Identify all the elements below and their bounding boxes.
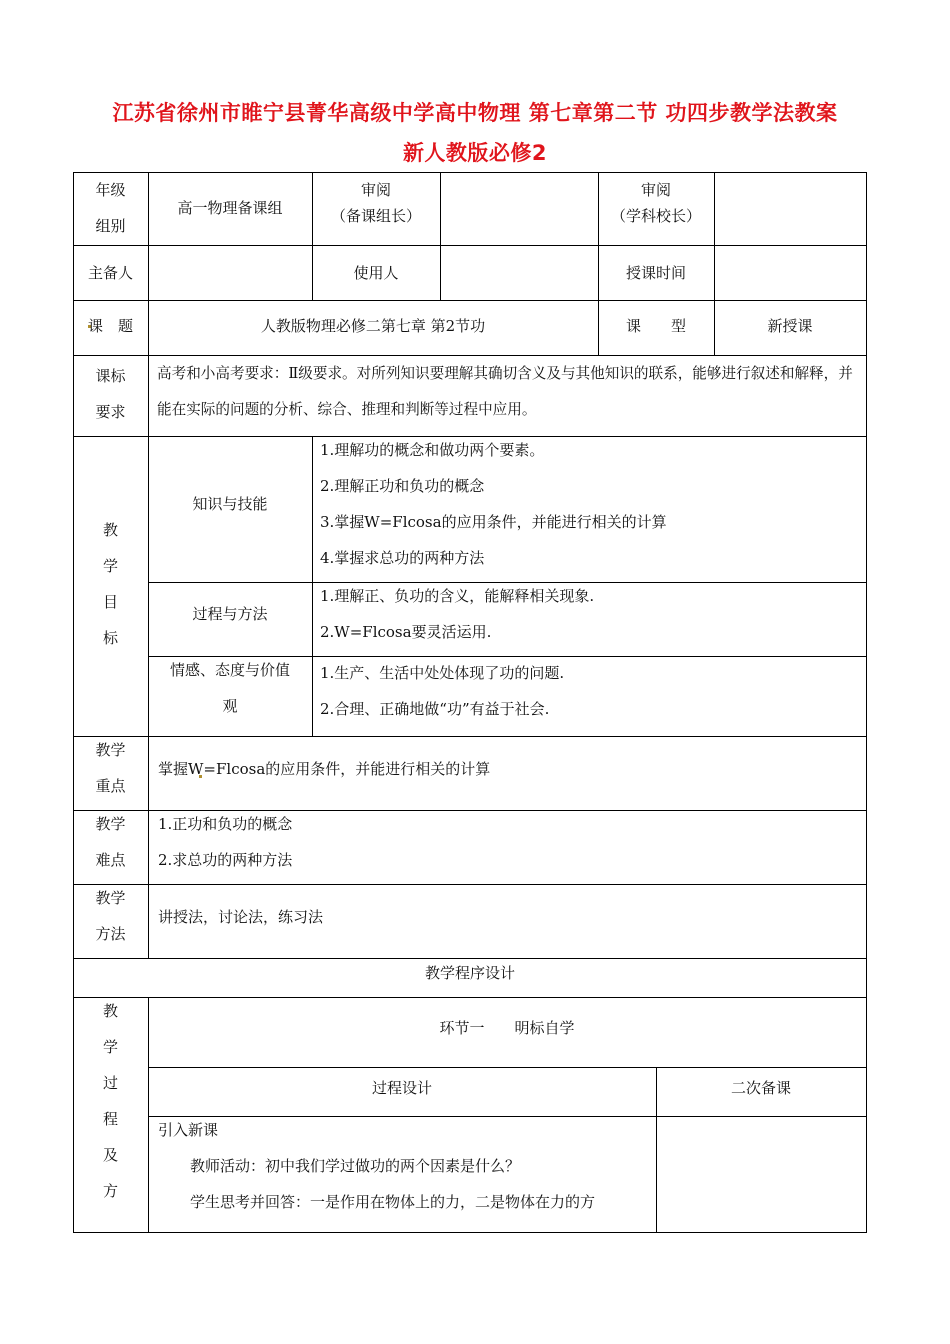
process-side-label-5: 及	[102, 1146, 118, 1164]
document-title-line-1: 江苏省徐州市睢宁县菁华高级中学高中物理 第七章第二节 功四步教学法教案	[112, 101, 838, 125]
stage-title: 环节一 明标自学	[439, 1019, 575, 1037]
difficulty-item: 2.求总功的两种方法	[158, 851, 293, 869]
process-design-header: 过程设计	[371, 1079, 432, 1097]
emotion-item: 1.生产、生活中处处体现了功的问题.	[320, 664, 565, 682]
method-label: 教学	[95, 889, 126, 907]
knowledge-item: 3.掌握W=Flcosa的应用条件，并能进行相关的计算	[320, 513, 667, 531]
process-item: 2.W=Flcosa要灵活运用.	[320, 623, 492, 641]
method-text: 讲授法，讨论法，练习法	[158, 908, 324, 926]
key-point-label-2: 重点	[95, 777, 126, 795]
teacher-activity: 教师活动：初中我们学过做功的两个因素是什么？	[190, 1157, 521, 1175]
program-design-title: 教学程序设计	[424, 964, 515, 982]
user-label: 使用人	[353, 264, 399, 282]
standard-label: 课标	[95, 367, 126, 385]
standard-label-2: 要求	[95, 403, 126, 421]
objective-label-2: 学	[102, 557, 118, 575]
grade-label: 年级	[95, 181, 126, 199]
difficulty-label-2: 难点	[95, 851, 126, 869]
knowledge-item: 1.理解功的概念和做功两个要素。	[320, 441, 545, 459]
emotion-item: 2.合理、正确地做“功”有益于社会.	[320, 700, 550, 718]
difficulty-label: 教学	[95, 815, 126, 833]
principal-label: （学科校长）	[610, 207, 701, 225]
key-point-label: 教学	[95, 741, 126, 759]
lesson-type-label: 课 型	[625, 317, 686, 335]
key-point-text: 掌握W=Flcosa的应用条件，并能进行相关的计算	[158, 760, 491, 778]
second-prep-header: 二次备课	[730, 1079, 791, 1097]
knowledge-skills-label: 知识与技能	[192, 495, 268, 513]
process-side-label-2: 学	[102, 1038, 118, 1056]
emotion-label: 情感、态度与价值	[169, 661, 290, 679]
review-label-2: 审阅	[640, 181, 671, 199]
topic-value: 人教版物理必修二第七章 第2节功	[260, 317, 486, 335]
document-title-line-2: 新人教版必修2	[402, 141, 548, 165]
group-label: 组别	[95, 217, 126, 235]
topic-label: 课 题	[87, 317, 133, 335]
student-response: 学生思考并回答：一是作用在物体上的力，二是物体在力的方	[190, 1193, 596, 1211]
review-label: 审阅	[360, 181, 391, 199]
emotion-label-2: 观	[222, 697, 238, 715]
process-item: 1.理解正、负功的含义，能解释相关现象.	[320, 587, 595, 605]
standard-text: 高考和小高考要求：Ⅱ级要求。对所列知识要理解其确切含义及与其他知识的联系，能够进行叙述和解释，并能在实际的问题的分析、综合、推理和判断等过程中应用。	[157, 365, 853, 418]
main-preparer-label: 主备人	[87, 264, 133, 282]
process-method-label: 过程与方法	[192, 605, 268, 623]
intro-heading: 引入新课	[158, 1121, 219, 1139]
objective-label-1: 教	[102, 521, 118, 539]
difficulty-item: 1.正功和负功的概念	[158, 815, 293, 833]
process-side-label-6: 方	[102, 1182, 118, 1200]
objective-label-3: 目	[102, 593, 118, 611]
method-label-2: 方法	[95, 925, 126, 943]
lesson-type-value: 新授课	[767, 317, 813, 335]
lesson-time-label: 授课时间	[625, 264, 686, 282]
process-side-label-4: 程	[102, 1110, 118, 1128]
process-side-label-3: 过	[102, 1074, 118, 1092]
knowledge-item: 2.理解正功和负功的概念	[320, 477, 485, 495]
grade-value: 高一物理备课组	[177, 199, 283, 217]
objective-label-4: 标	[102, 629, 118, 647]
group-leader-label: （备课组长）	[330, 207, 421, 225]
knowledge-item: 4.掌握求总功的两种方法	[320, 549, 485, 567]
process-side-label-1: 教	[102, 1002, 118, 1020]
